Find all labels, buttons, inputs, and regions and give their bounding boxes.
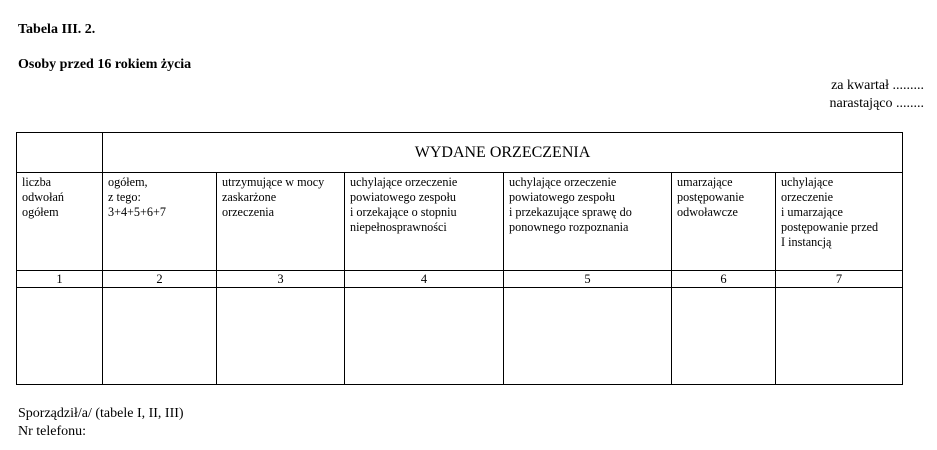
column-header-2-text: ogółem, z tego: 3+4+5+6+7 (108, 175, 166, 219)
cumulative-label: narastająco ........ (829, 96, 924, 111)
column-header-7-text: uchylające orzeczenie i umarzające postępowanie przed I instancją (781, 175, 879, 249)
table-id: Tabela III. 2. (18, 22, 96, 37)
group-title: WYDANE ORZECZENIA (103, 133, 903, 173)
column-number-row (17, 271, 903, 288)
column-header-6 (672, 173, 776, 271)
column-header-3-text: utrzymujące w mocy zaskarżone orzeczenia (222, 175, 325, 219)
data-cell-2[interactable] (103, 288, 217, 385)
column-number-7: 7 (776, 271, 903, 288)
column-number-3: 3 (217, 271, 345, 288)
column-header-2 (103, 173, 217, 271)
decisions-table (16, 132, 903, 385)
data-entry-row (17, 288, 903, 385)
column-number-6: 6 (672, 271, 776, 288)
table-subtitle: Osoby przed 16 rokiem życia (18, 57, 192, 72)
data-cell-5[interactable] (504, 288, 672, 385)
phone-label: Nr telefonu: (18, 424, 87, 439)
column-number-1: 1 (17, 271, 103, 288)
column-number-4: 4 (345, 271, 504, 288)
column-number-5: 5 (504, 271, 672, 288)
data-cell-1[interactable] (17, 288, 103, 385)
data-cell-4[interactable] (345, 288, 504, 385)
data-cell-7[interactable] (776, 288, 903, 385)
prepared-by-label: Sporządził/a/ (tabele I, II, III) (18, 406, 184, 421)
empty-title-cell (17, 133, 103, 173)
table-title-row (17, 133, 903, 173)
column-number-2: 2 (103, 271, 217, 288)
column-header-row (17, 173, 903, 271)
column-header-3 (217, 173, 345, 271)
column-header-1-text: liczba odwołań ogółem (22, 175, 64, 219)
quarter-label: za kwartał ......... (831, 78, 924, 93)
column-header-4 (345, 173, 504, 271)
data-cell-6[interactable] (672, 288, 776, 385)
column-header-5 (504, 173, 672, 271)
column-header-5-text: uchylające orzeczenie powiatowego zespołu i przekazujące sprawę do ponownego rozpoznania (509, 175, 632, 234)
column-header-1 (17, 173, 103, 271)
column-header-7 (776, 173, 903, 271)
data-cell-3[interactable] (217, 288, 345, 385)
column-header-4-text: uchylające orzeczenie powiatowego zespołu i orzekające o stopniu niepełnosprawności (350, 175, 458, 234)
column-header-6-text: umarzające postępowanie odwoławcze (677, 175, 745, 219)
